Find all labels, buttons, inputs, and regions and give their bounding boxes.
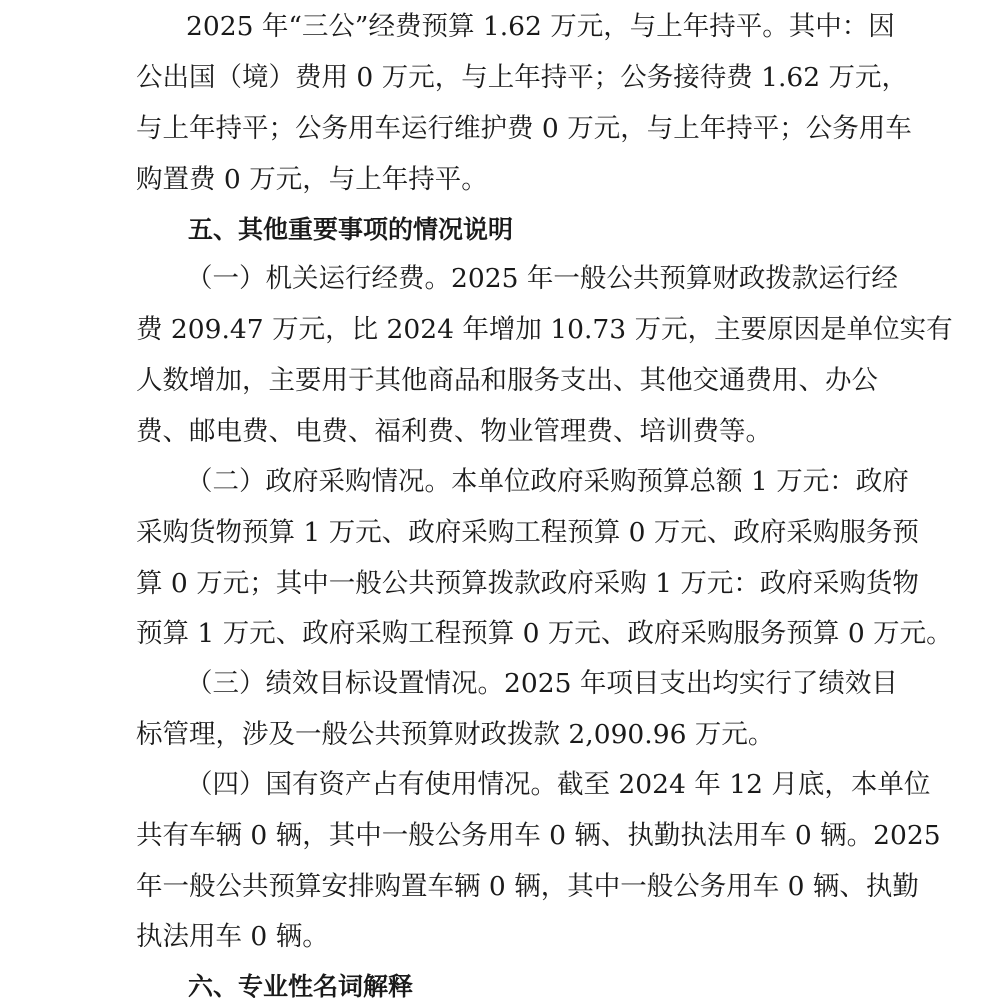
text-line: 费、邮电费、电费、福利费、物业管理费、培训费等。	[136, 416, 772, 447]
text-line: （四）国有资产占有使用情况。截至 2024 年 12 月底，本单位	[186, 769, 931, 800]
text-line: （三）绩效目标设置情况。2025 年项目支出均实行了绩效目	[186, 668, 898, 699]
text-line: 算 0 万元；其中一般公共预算拨款政府采购 1 万元：政府采购货物	[136, 568, 919, 599]
text-line: （一）机关运行经费。2025 年一般公共预算财政拨款运行经	[186, 263, 898, 294]
text-line: 共有车辆 0 辆，其中一般公务用车 0 辆、执勤执法用车 0 辆。2025	[136, 820, 941, 851]
text-line: 年一般公共预算安排购置车辆 0 辆，其中一般公务用车 0 辆、执勤	[136, 871, 919, 902]
text-line: （二）政府采购情况。本单位政府采购预算总额 1 万元：政府	[186, 466, 909, 497]
text-line: 费 209.47 万元，比 2024 年增加 10.73 万元，主要原因是单位实有	[136, 314, 953, 345]
text-line: 2025 年“三公”经费预算 1.62 万元，与上年持平。其中：因	[186, 11, 895, 42]
section-heading-5: 五、其他重要事项的情况说明	[188, 215, 514, 244]
text-line: 人数增加，主要用于其他商品和服务支出、其他交通费用、办公	[136, 365, 878, 396]
text-line: 公出国（境）费用 0 万元，与上年持平；公务接待费 1.62 万元，	[136, 62, 909, 93]
text-line: 采购货物预算 1 万元、政府采购工程预算 0 万元、政府采购服务预	[136, 517, 919, 548]
text-line: 标管理，涉及一般公共预算财政拨款 2,090.96 万元。	[136, 719, 775, 750]
text-line: 购置费 0 万元，与上年持平。	[136, 164, 488, 195]
text-line: 执法用车 0 辆。	[136, 921, 329, 952]
section-heading-6: 六、专业性名词解释	[188, 972, 414, 1001]
text-line: 与上年持平；公务用车运行维护费 0 万元，与上年持平；公务用车	[136, 113, 912, 144]
text-line: 预算 1 万元、政府采购工程预算 0 万元、政府采购服务预算 0 万元。	[136, 618, 953, 649]
